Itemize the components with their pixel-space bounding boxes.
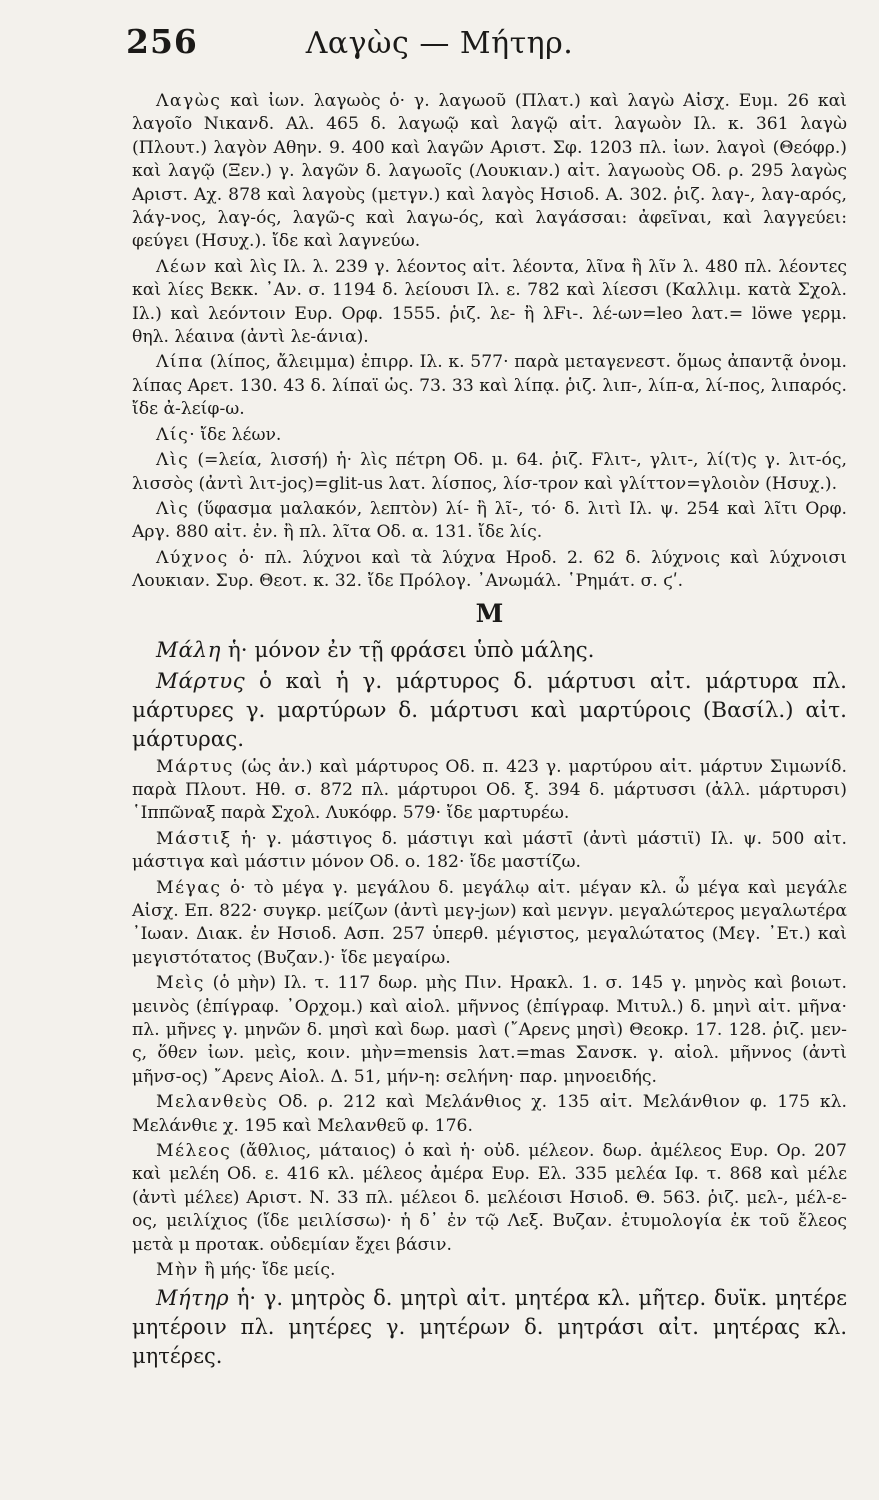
entry-text: καὶ ἰων. λαγωὸς ὁ· γ. λαγωοῦ (Πλατ.) καὶ λαγὼ Αἰσχ. Ευμ. 26 καὶ λαγοῖο Νικανδ. Αλ. 465 δ. λαγωῷ καὶ λαγῷ αἰτ. λαγωὸν Ιλ. κ. 361 λαγὼ (Πλουτ.) λαγὸν Αθην. 9. 400 καὶ λαγῶν Αριστ. Σφ. 1203 πλ. ἰων. λαγοὶ (Θεόφρ.) καὶ λαγῷ (Ξεν.) γ. λαγῶν δ. λαγωοῖς (Λουκιαν.) αἰτ. λαγωοὺς Οδ. ρ. 295 λαγὼς Αριστ. Αχ. 878 καὶ λαγοὺς (μετγν.) καὶ λαγὸς Ησιοδ. Α. 302. ῥιζ. λαγ-, λαγ-αρός, λάγ-νος, λαγ-ός, λαγῶ-ς καὶ λαγω-ός, καὶ λαγάσσαι: ἀφεῖναι, καὶ λαγγεύει: φεύγει (Ησυχ.). ἴδε καὶ λαγνεύω.	[132, 91, 847, 252]
entry-text: ἡ· γ. μάστιγος δ. μάστιγι καὶ μάστῑ (ἀντὶ μάστιϊ) Ιλ. ψ. 500 αἰτ. μάστιγα καὶ μάστιν μόνον Οδ. ο. 182· ἴδε μαστίζω.	[132, 828, 847, 873]
dictionary-entry	[132, 424, 847, 447]
entry-lemma: Μέγας	[156, 877, 222, 898]
dictionary-entry	[132, 498, 847, 545]
entry-text: καὶ λὶς Ιλ. λ. 239 γ. λέοντος αἰτ. λέοντα, λῖνα ἢ λῖν λ. 480 πλ. λέοντες καὶ λίες Βεκκ. ᾿Αν. σ. 1194 δ. λείουσι Ιλ. ε. 782 καὶ λίεσσι (Καλλιμ. κατὰ Σχολ. Ιλ.) καὶ λεόντοιν Ευρ. Ορφ. 1555. ῥιζ. λε- ἢ λFι-. λέ-ων=leo λατ.= löwe γερμ. θηλ. λέαινα (ἀντὶ λε-άνια).	[132, 256, 847, 348]
entry-lemma: Λίς	[156, 424, 190, 445]
entry-lemma: Λέων	[156, 256, 208, 277]
dictionary-entry	[132, 636, 847, 665]
entry-text: ὁ καὶ ἡ γ. μάρτυρος δ. μάρτυσι αἰτ. μάρτυρα πλ. μάρτυρες γ. μαρτύρων δ. μάρτυσι καὶ μαρτύροις (Βασίλ.) αἰτ. μάρτυρας.	[132, 668, 847, 752]
dictionary-entry	[132, 972, 847, 1089]
entry-text: ὁ· πλ. λύχνοι καὶ τὰ λύχνα Ηροδ. 2. 62 δ. λύχνοις καὶ λύχνοισι Λουκιαν. Συρ. Θεοτ. κ. 32. ἴδε Πρόλογ. ᾿Ανωμάλ. ῾Ρημάτ. σ. ϛʹ.	[132, 547, 847, 592]
dictionary-entry	[132, 1091, 847, 1138]
dictionary-entry	[132, 1140, 847, 1257]
dictionary-entry	[132, 756, 847, 826]
dictionary-entry	[132, 1284, 847, 1371]
dictionary-entry	[132, 256, 847, 350]
dictionary-entry	[132, 351, 847, 421]
page-number: 256	[126, 22, 198, 61]
entry-lemma: Μάλη	[156, 637, 222, 663]
dictionary-body	[132, 90, 847, 1373]
entry-lemma: Μέλεος	[156, 1141, 232, 1162]
entry-lemma: Λίπα	[156, 352, 205, 373]
entry-text: ἡ· γ. μητρὸς δ. μητρὶ αἰτ. μητέρα κλ. μῆτερ. δυϊκ. μητέρε μητέροιν πλ. μητέρες γ. μητέρων δ. μητράσι αἰτ. μητέρας κλ. μητέρες.	[132, 1286, 847, 1369]
entry-text: ὁ· τὸ μέγα γ. μεγάλου δ. μεγάλῳ αἰτ. μέγαν κλ. ὦ μέγα καὶ μεγάλε Αἰσχ. Επ. 822· συγκρ. μείζων (ἀντὶ μεγ-jων) καὶ μενγν. μεγαλώτερος μεγαλωτέρα ᾿Ιωαν. Διακ. ἐν Ησιοδ. Ασπ. 257 ὑπερθ. μέγιστος, μεγαλώτατος (Μεγ. ᾿Ετ.) καὶ μεγιστότατος (Βυζαν.)· ἴδε μεγαίρω.	[132, 877, 847, 968]
entry-lemma: Μεὶς	[156, 973, 205, 994]
entry-text: (ὡς ἀν.) καὶ μάρτυρος Οδ. π. 423 γ. μαρτύρου αἰτ. μάρτυν Σιμωνίδ. παρὰ Πλουτ. Ηθ. σ. 872 πλ. μάρτυροι Οδ. ξ. 394 δ. μάρτυσσι (ἀλλ. μάρτυρσι) ῾Ιππῶναξ παρὰ Σχολ. Λυκόφρ. 579· ἴδε μαρτυρέω.	[132, 756, 847, 824]
dictionary-entry	[132, 828, 847, 875]
entry-text: ἡ· μόνον ἐν τῇ φράσει ὑπὸ μάλης.	[221, 637, 595, 663]
running-head: Λαγὼς — Μήτηρ.	[305, 26, 574, 61]
entry-lemma: Μάστιξ	[156, 828, 232, 849]
entry-lemma: Μελανθεὺς	[156, 1092, 269, 1113]
entry-lemma: Λύχνος	[156, 547, 229, 568]
entry-text: Οδ. ρ. 212 καὶ Μελάνθιος χ. 135 αἰτ. Μελάνθιον φ. 175 κλ. Μελάνθιε χ. 195 καὶ Μελανθεῦ φ. 176.	[132, 1092, 847, 1136]
entry-text: (ὁ μὴν) Ιλ. τ. 117 δωρ. μὴς Πιν. Ηρακλ. 1. σ. 145 γ. μηνὸς καὶ βοιωτ. μεινὸς (ἐπίγραφ. ᾿Ορχομ.) καὶ αἰολ. μῆννος (ἐπίγραφ. Μιτυλ.) δ. μηνὶ αἰτ. μῆνα· πλ. μῆνες γ. μηνῶν δ. μησὶ καὶ δωρ. μασὶ (῎Αρενς μησὶ) Θεοκρ. 17. 128. ῥιζ. μεν-ς, ὅθεν ἰων. μεὶς, κοιν. μὴν=mensis λατ.=mas Σανσκ. γ. αἰολ. μῆννος (ἀντὶ μῆνσ-ος) ῎Αρενς Αἰολ. Δ. 51, μήν-η: σελήνη· παρ. μηνοειδής.	[132, 973, 847, 1087]
dictionary-entry	[132, 667, 847, 754]
entry-lemma: Λαγὼς	[156, 91, 222, 111]
dictionary-entry	[132, 90, 847, 254]
entry-lemma: Λὶς	[156, 450, 190, 471]
dictionary-entry	[132, 547, 847, 594]
entry-text: ἢ μής· ἴδε μείς.	[198, 1260, 336, 1281]
dictionary-entry	[132, 449, 847, 496]
entry-text: (λίπος, ἄλειμμα) ἐπιρρ. Ιλ. κ. 577· παρὰ μεταγενεστ. ὅμως ἀπαντᾷ ὀνομ. λίπας Αρετ. 130. 43 δ. λίπαϊ ὡς. 73. 33 καὶ λίπᾳ. ῥιζ. λιπ-, λίπ-α, λί-πος, λιπαρός. ἴδε ἀ-λείφ-ω.	[132, 352, 848, 420]
entry-lemma: Μήτηρ	[156, 1286, 230, 1311]
entry-lemma: Μάρτυς	[156, 668, 246, 694]
entry-text: · ἴδε λέων.	[189, 424, 282, 445]
entry-lemma: Μάρτυς	[156, 756, 234, 777]
section-letter: Μ	[475, 598, 504, 628]
entry-lemma: Μὴν	[156, 1260, 199, 1281]
entry-text: (ὕφασμα μαλακόν, λεπτὸν) λί- ἢ λῖ-, τό· δ. λιτὶ Ιλ. ψ. 254 καὶ λῖτι Ορφ. Αργ. 880 αἰτ. ἐν. ἢ πλ. λῖτα Οδ. α. 131. ἴδε λίς.	[132, 498, 847, 543]
entry-text: (=λεία, λισσή) ἡ· λὶς πέτρη Οδ. μ. 64. ῥιζ. Fλιτ-, γλιτ-, λί(τ)ς γ. λιτ-ός, λισσὸς (ἀντὶ λιτ-jος)=glit-us λατ. λίσπος, λίσ-τρον καὶ γλίττον=γλοιὸν (Ησυχ.).	[132, 450, 847, 494]
dictionary-entry	[132, 1259, 847, 1282]
entry-text: (ἄθλιος, μάταιος) ὁ καὶ ἡ· οὐδ. μέλεον. δωρ. ἀμέλεος Ευρ. Ορ. 207 καὶ μελέη Οδ. ε. 416 κλ. μέλεος ἀμέρα Ευρ. Ελ. 335 μελέα Ιφ. τ. 868 καὶ μέλε (ἀντὶ μέλεε) Αριστ. Ν. 33 πλ. μέλεοι δ. μελέοισι Ησιοδ. Θ. 563. ῥιζ. μελ-, μέλ-ε-ος, μειλίχιος (ἴδε μειλίσσω)· ἡ δ᾿ ἐν τῷ Λεξ. Βυζαν. ἐτυμολογία ἐκ τοῦ ἔλεος μετὰ μ προτακ. οὐδεμίαν ἔχει βάσιν.	[132, 1141, 847, 1255]
dictionary-entry	[132, 877, 847, 971]
entry-lemma: Λὶς	[156, 498, 190, 519]
